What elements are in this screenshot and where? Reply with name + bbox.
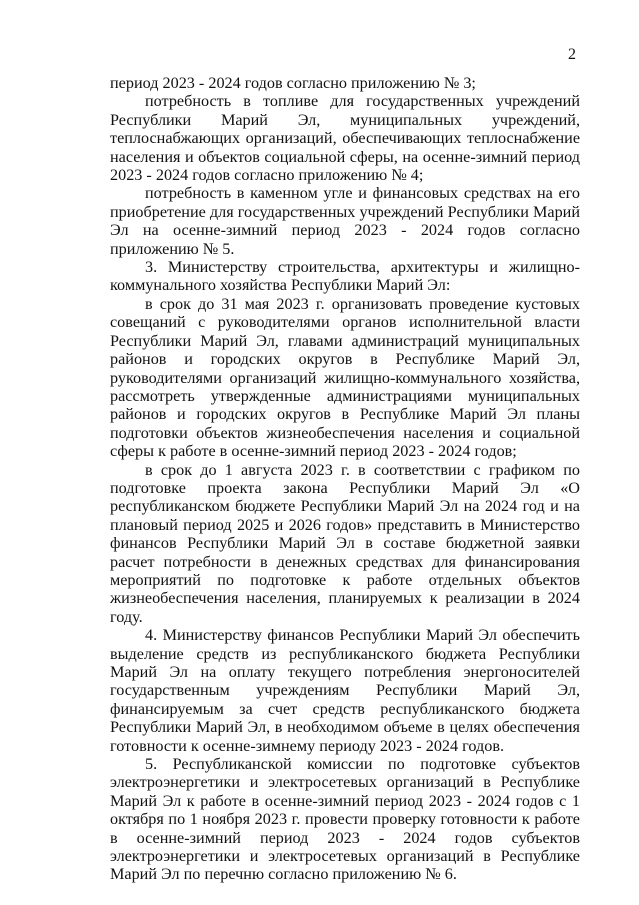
paragraph-item-3-may: в срок до 31 мая 2023 г. организовать проведение кустовых совещаний с руководителями органов исполнительной власти Республики Марий Эл, главами администраций муниципальных районов и городских округов в Республике Марий Эл, руководителями организаций жилищно-коммунального хозяйства, рассмотреть утвержденные администрациями муниципальных районов и городских округов в Республике Марий Эл планы подготовки объектов жизнеобеспечения населения и социальной сферы к работе в осенне-зимний период 2023 - 2024 годов;	[110, 294, 580, 461]
paragraph-item-4: 4. Министерству финансов Республики Марий Эл обеспечить выделение средств из республиканского бюджета Республики Марий Эл на оплату текущего потребления энергоносителей государственным учреждениям Республики Марий Эл, финансируемым за счет средств республиканского бюджета Республики Марий Эл, в необходимом объеме в целях обеспечения готовности к осенне-зимнему периоду 2023 - 2024 годов.	[110, 626, 580, 755]
paragraph-item-3: 3. Министерству строительства, архитектуры и жилищно-коммунального хозяйства Республики Марий Эл:	[110, 258, 580, 295]
page-number: 2	[568, 46, 576, 63]
paragraph-coal-demand: потребность в каменном угле и финансовых средствах на его приобретение для государственных учреждений Республики Марий Эл на осенне-зимний период 2023 - 2024 годов согласно приложению № 5.	[110, 184, 580, 258]
paragraph-item-5: 5. Республиканской комиссии по подготовке субъектов электроэнергетики и электросетевых организаций в Республике Марий Эл к работе в осенне-зимний период 2023 - 2024 годов с 1 октября по 1 ноября 2023 г. провести проверку готовности к работе в осенне-зимний период 2023 - 2024 годов субъектов электроэнергетики и электросетевых организаций в Республике Марий Эл по перечню согласно приложению № 6.	[110, 755, 580, 884]
paragraph-continuation: период 2023 - 2024 годов согласно приложению № 3;	[110, 74, 476, 92]
document-body	[110, 74, 580, 884]
paragraph-fuel-demand: потребность в топливе для государственных учреждений Республики Марий Эл, муниципальных учреждений, теплоснабжающих организаций, обеспечивающих теплоснабжение населения и объектов социальной сферы, на осенне-зимний период 2023 - 2024 годов согласно приложению № 4;	[110, 92, 580, 185]
paragraph-item-3-august: в срок до 1 августа 2023 г. в соответствии с графиком по подготовке проекта закона Республики Марий Эл «О республиканском бюджете Республики Марий Эл на 2024 год и на плановый период 2025 и 2026 годов» представить в Министерство финансов Республики Марий Эл в составе бюджетной заявки расчет потребности в денежных средствах для финансирования мероприятий по подготовке к работе отдельных объектов жизнеобеспечения населения, планируемых к реализации в 2024 году.	[110, 460, 580, 626]
